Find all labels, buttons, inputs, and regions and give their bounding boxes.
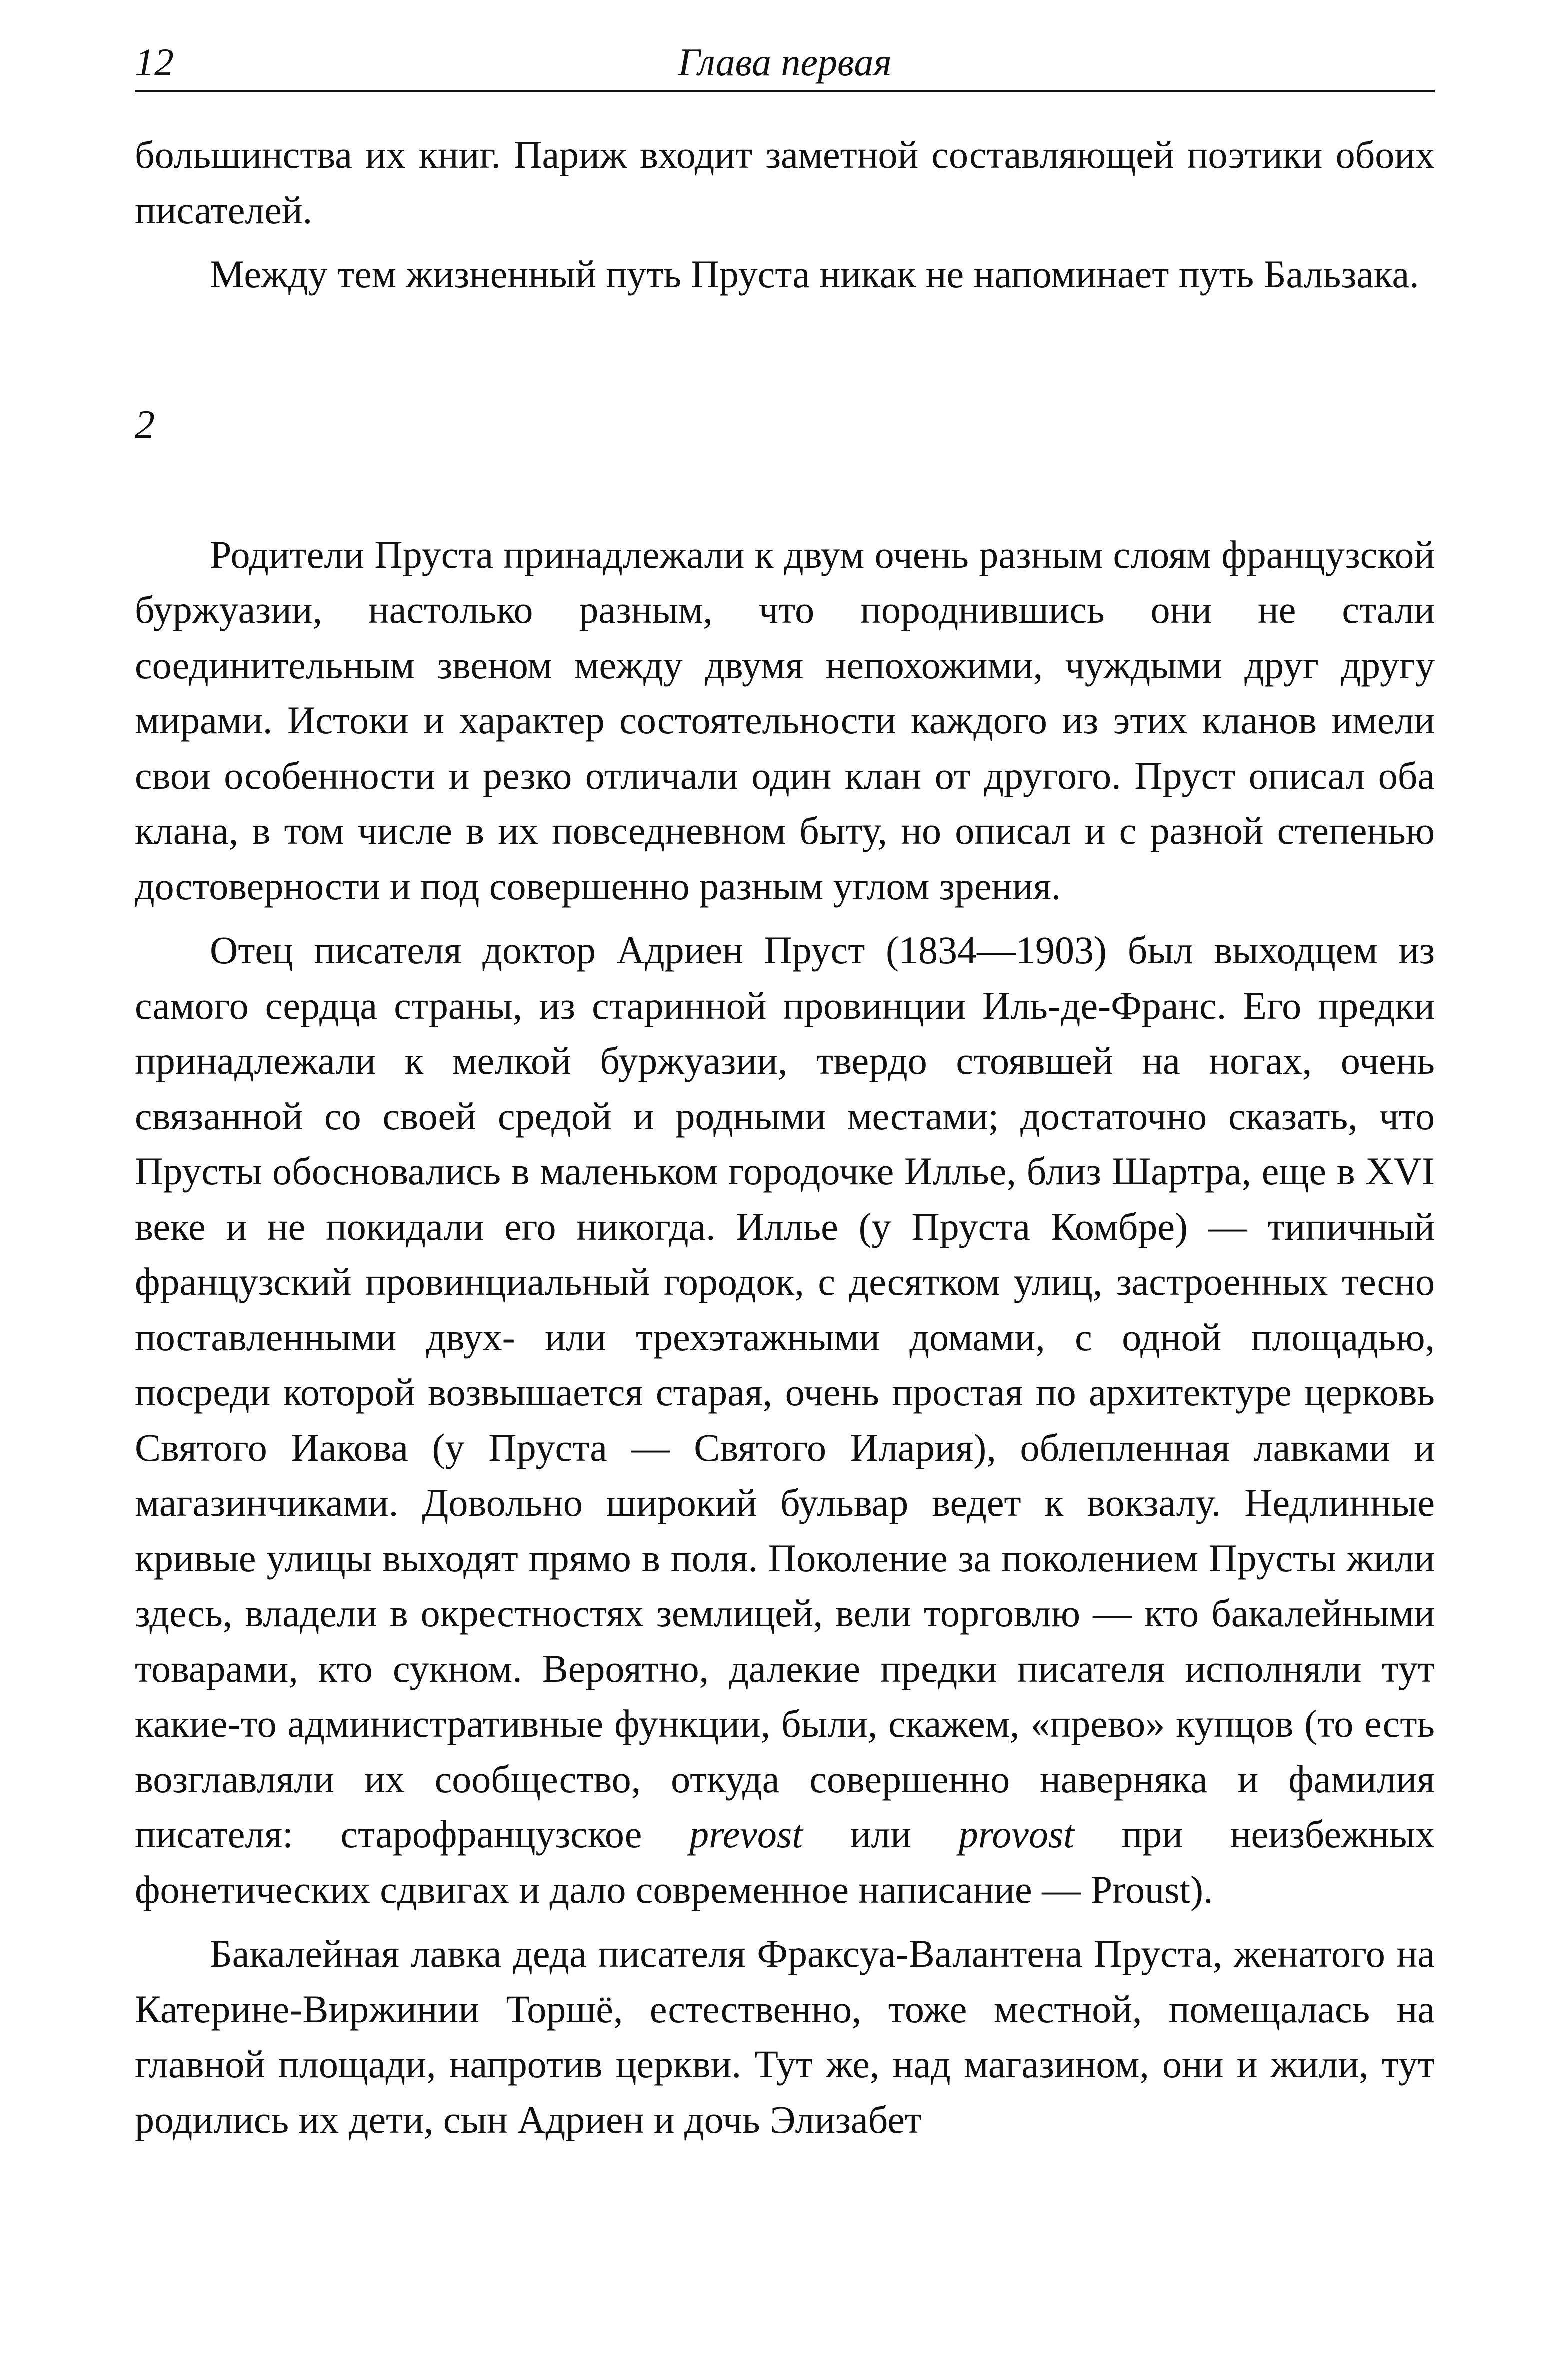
paragraph-4	[135, 923, 1435, 1917]
section-number: 2	[135, 402, 155, 447]
page-number: 12	[135, 40, 174, 84]
paragraph-3: Родители Пруста принадлежали к двум очень разным слоям французской буржуазии, настолько разным, что породнившись они не стали соединительным звеном между двумя непохожими, чуждыми друг другу мирами. Истоки и характер состоятельности каждого из этих кланов имели свои особенности и резко отличали один клан от другого. Пруст описал оба клана, в том числе в их повседневном быту, но описал и с разной степенью достоверности и под совершенно разным углом зрения.	[135, 532, 1435, 908]
italic-term-provost: provost	[958, 1812, 1074, 1856]
body-text	[135, 127, 1435, 2147]
paragraph-2: Между тем жизненный путь Пруста никак не напоминает путь Бальзака.	[210, 252, 1419, 296]
paragraph-1: большинства их книг. Париж входит заметной составляющей поэтики обоих писателей.	[135, 133, 1435, 232]
paragraph-4-text-3: при неизбежных фонетических сдвигах и дало современное написание — Proust).	[135, 1812, 1435, 1911]
paragraph-4-text-2: или	[802, 1812, 959, 1856]
chapter-title: Глава первая	[678, 40, 892, 84]
book-page	[135, 35, 1435, 2315]
running-head	[135, 35, 1435, 92]
italic-term-prevost: prevost	[689, 1812, 803, 1856]
paragraph-5: Бакалейная лавка деда писателя Фраксуа-Валантена Пруста, женатого на Катерине-Виржинии Торшё, естественно, тоже местной, помещалась на главной площади, напротив церкви. Тут же, над магазином, они и жили, тут родились их дети, сын Адриен и дочь Элизабет	[135, 1932, 1435, 2141]
paragraph-4-text-1: Отец писателя доктор Адриен Пруст (1834—1903) был выходцем из самого сердца страны, из старинной провинции Иль-де-Франс. Его предки принадлежали к мелкой буржуазии, твердо стоявшей на ногах, очень связанной со своей средой и родными местами; достаточно сказать, что Прусты обосновались в маленьком городочке Иллье, близ Шартра, еще в XVI веке и не покидали его никогда. Иллье (у Пруста Комбре) — типичный французский провинциальный городок, с десятком улиц, застроенных тесно поставленными двух- или трехэтажными домами, с одной площадью, посреди которой возвышается старая, очень простая по архитектуре церковь Святого Иакова (у Пруста — Святого Илария), облепленная лавками и магазинчиками. Довольно широкий бульвар ведет к вокзалу. Недлинные кривые улицы выходят прямо в поля. Поколение за поколением Прусты жили здесь, владели в окрестностях землицей, вели торговлю — кто бакалейными товарами, кто сукном. Вероятно, далекие предки писателя исполняли тут какие-то административные функции, были, скажем, «прево» купцов (то есть возглавляли их сообщество, откуда совершенно наверняка и фамилия писателя: старофранцузское	[135, 928, 1435, 1856]
